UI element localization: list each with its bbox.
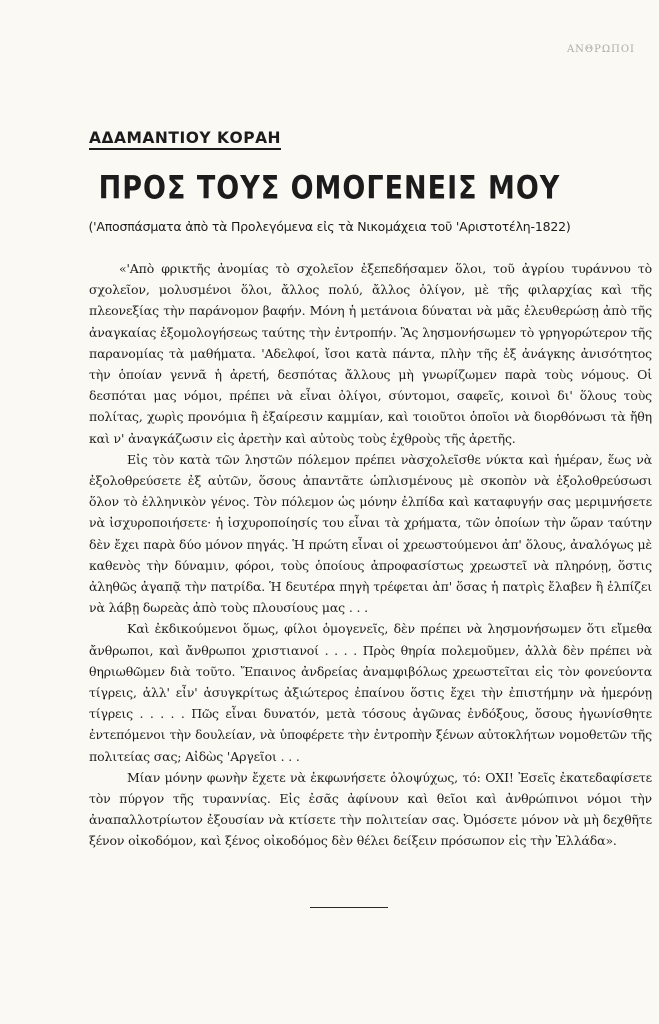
article-body [89, 258, 652, 852]
page-corner-mark: ΑΝΘΡΩΠΟΙ [566, 44, 635, 55]
author-heading: ΑΔΑΜΑΝΤΙΟΥ ΚΟΡΑΗ [89, 129, 281, 150]
closing-divider [310, 907, 388, 908]
paragraph-1: «'Απὸ φρικτῆς ἀνομίας τὸ σχολεῖον ἐξεπεδήσαμεν ὅλοι, τοῦ ἀγρίου τυράννου τὸ σχολεῖον, μολυσμένοι ὅλοι, ἄλλος πολύ, ἄλλος ὀλίγον, μὲ τῆς φιλαρχίας καὶ τῆς πλεονεξίας τὴν παράνομον βαφήν. Μόνη ἡ μετάνοια δύναται νὰ μᾶς ἐλευθερώσῃ ἀπὸ τῆς ἀναγκαίας ἐξομολογήσεως ταύτης τὴν ἐντροπήν. Ἂς λησμονήσωμεν τὸ γρηγορώτερον τῆς παρανομίας τὰ μαθήματα. 'Αδελφοί, ἴσοι κατὰ πάντα, πλὴν τῆς ἐξ ἀνάγκης ἀνισότητος τὴν ὁποίαν γεννᾶ ἡ ἀρετή, δεσπότας ἄλλους μὴ γνωρίζωμεν παρὰ τοὺς νόμους. Οἱ δεσπόται μας νόμοι, πρέπει νὰ εἶναι ὀλίγοι, σύντομοι, σαφεῖς, κοινοὶ δι' ὅλους τοὺς πολίτας, χωρὶς προνόμια ἢ ἐξαίρεσιν καμμίαν, καὶ τοιοῦτοι ὁποῖοι νὰ διορθόνωσι τὰ ἤθη καὶ ν' ἀναγκάζωσιν εἰς ἀρετὴν καὶ αὐτοὺς τοὺς ἐχθροὺς τῆς ἀρετῆς. [89, 261, 652, 446]
paragraph-4: Μίαν μόνην φωνὴν ἔχετε νὰ ἐκφωνήσετε ὁλοψύχως, τό: ΟΧΙ! Ἐσεῖς ἐκατεδαφίσετε τὸν πύργον τῆς τυραννίας. Εἰς ἐσᾶς ἀφίνουν καὶ θεῖοι καὶ ἀνθρώπινοι νόμοι τὴν ἀναπαλλοτρίωτον ἐξουσίαν νὰ κτίσετε τὴν πολιτείαν σας. Ὀμόσετε μόνον νὰ μὴ δεχθῆτε ξένον οἰκοδόμον, καὶ ξένος οἰκοδόμος δὲν θέλει δείξειν πρόσωπον εἰς τὴν Ἑλλάδα». [89, 769, 652, 849]
paragraph-3: Καὶ ἐκδικούμενοι ὅμως, φίλοι ὁμογενεῖς, δὲν πρέπει νὰ λησμονήσωμεν ὅτι εἴμεθα ἄνθρωποι, καὶ ἄνθρωποι χριστιανοί . . . . Πρὸς θηρία πολεμοῦμεν, ἀλλὰ δὲν πρέπει νὰ θηριωθῶμεν διὰ τοῦτο. Ἔπαινος ἀνδρείας ἀναμφιβόλως χρεωστεῖται εἰς τὸν φονεύοντα τίγρεις, ἀλλ' εἶν' ἀσυγκρίτως ἀξιώτερος ἐπαίνου ὅστις ἔχει τὴν ἐπιστήμην νὰ ἡμερόνῃ τίγρεις . . . . . Πῶς εἶναι δυνατόν, μετὰ τόσους ἀγῶνας ἐνδόξους, ὅσους ἠγωνίσθητε ἐντεπόμενοι τὴν δουλείαν, νὰ ὑποφέρετε τὴν ἐντροπὴν ξένων αὐτοκλήτων νομοθετῶν τῆς πολιτείας σας; Αἰδὼς 'Αργεῖοι . . . [89, 621, 652, 764]
paragraph-2: Εἰς τὸν κατὰ τῶν ληστῶν πόλεμον πρέπει νὰσχολεῖσθε νύκτα καὶ ἡμέραν, ἕως νὰ ἐξολοθρεύσετε ἐξ αὐτῶν, ὅσους ἀπαντᾶτε ὡπλισμένους μὲ σκοπὸν νὰ ἐξολοθρεύσωσι ὅλον τὸ ἑλληνικὸν γένος. Τὸν πόλεμον ὡς μόνην ἐλπίδα καὶ καταφυγήν σας μεριμνήσετε νὰ ἰσχυροποιήσετε· ἡ ἰσχυροποίησίς του εἶναι τὰ χρήματα, τῶν ὁποίων τὴν ὥραν ταύτην δὲν ἔχει παρὰ δύο μόνον πηγάς. Ἡ πρώτη εἶναι οἱ χρεωστούμενοι ἀπ' ὅλους, ἀναλόγως μὲ καθενὸς τὴν δύναμιν, φόροι, τοὺς ὁποίους ἀπροφασίστως χρεωστεῖ νὰ πληρόνῃ, ὅστις ἀληθῶς ἀγαπᾷ τὴν πατρίδα. Ἡ δευτέρα πηγὴ τρέφεται ἀπ' ὅσας ἡ πατρὶς ἔλαβεν ἢ ἐλπίζει νὰ λάβῃ δωρεὰς ἀπὸ τοὺς πλουσίους μας . . . [89, 451, 652, 616]
article-subtitle: ('Αποσπάσματα ἀπὸ τὰ Προλεγόμενα εἰς τὰ Νικομάχεια τοῦ 'Αριστοτέλη-1822) [88, 219, 571, 234]
article-title: ΠΡΟΣ ΤΟΥΣ ΟΜΟΓΕΝΕΙΣ ΜΟΥ [98, 170, 561, 207]
